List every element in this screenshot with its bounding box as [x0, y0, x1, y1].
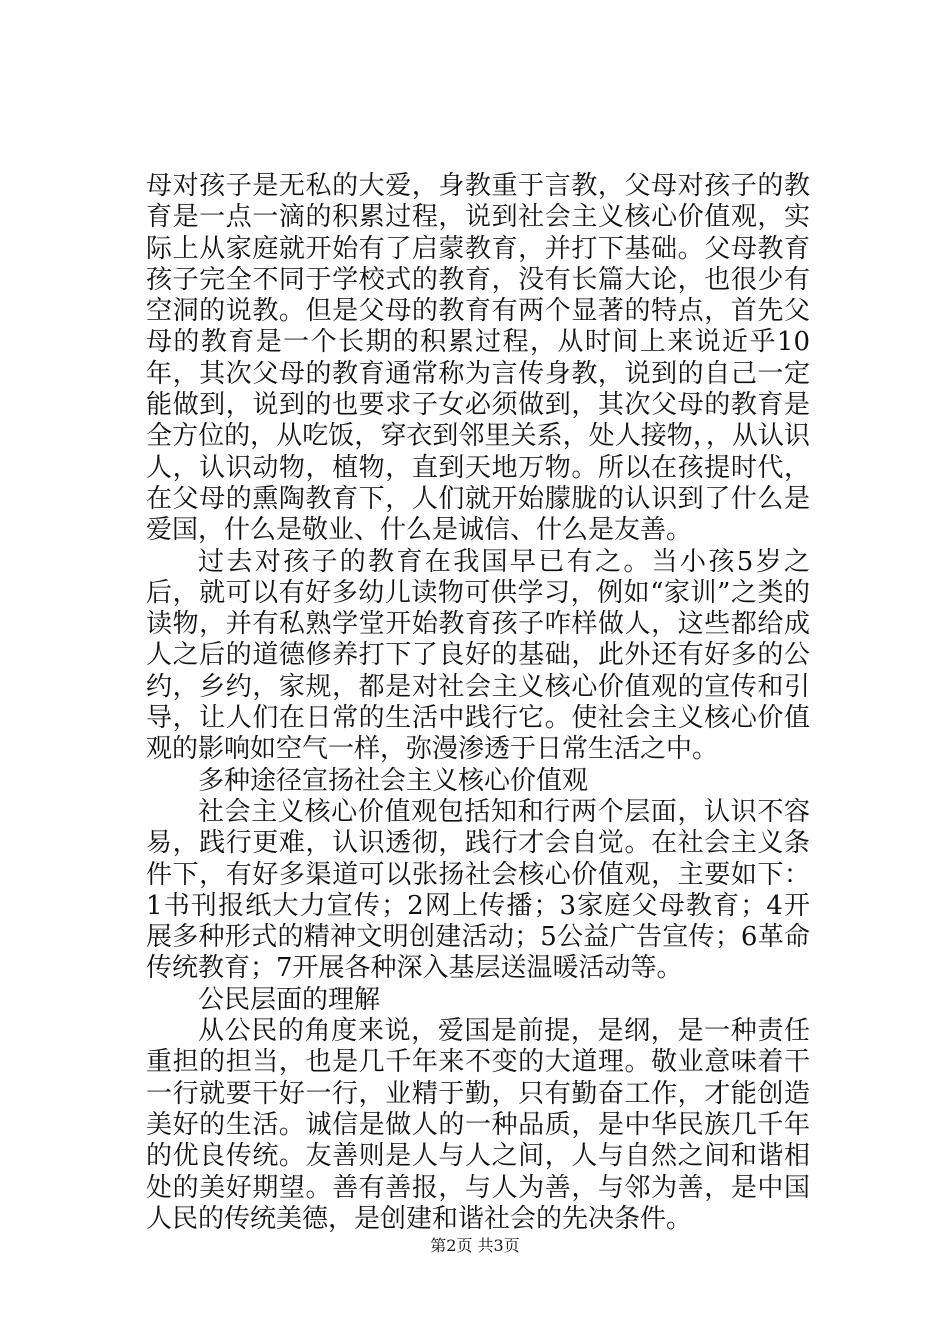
paragraph-3: 社会主义核心价值观包括知和行两个层面，认识不容易，践行更难，认识透彻，践行才会自觉。在社会主义条件下，有好多渠道可以张扬社会核心价值观，主要如下：1书刊报纸大力宣传；2网上传播；3家庭父母教育；4开展多种形式的精神文明创建活动；5公益广告宣传；6革命传统教育；7开展各种深入基层送温暖活动等。: [146, 796, 810, 984]
paragraph-2: 过去对孩子的教育在我国早已有之。当小孩5岁之后，就可以有好多幼儿读物可供学习，例如“家训”之类的读物，并有私熟学堂开始教育孩子咋样做人，这些都给成人之后的道德修养打下了良好的基础，此外还有好多的公约，乡约，家规，都是对社会主义核心价值观的宣传和引导，让人们在日常的生活中践行它。使社会主义核心价值观的影响如空气一样，弥漫渗透于日常生活之中。: [146, 546, 810, 765]
section-heading-channels: 多种途径宣扬社会主义核心价值观: [198, 765, 589, 796]
paragraph-1: 母对孩子是无私的大爱，身教重于言教，父母对孩子的教育是一点一滴的积累过程，说到社会主义核心价值观，实际上从家庭就开始有了启蒙教育，并打下基础。父母教育孩子完全不同于学校式的教育，没有长篇大论，也很少有空洞的说教。但是父母的教育有两个显著的特点，首先父母的教育是一个长期的积累过程，从时间上来说近乎10年，其次父母的教育通常称为言传身教，说到的自己一定能做到，说到的也要求子女必须做到，其次父母的教育是全方位的，从吃饭，穿衣到邻里关系，处人接物，，从认识人，认识动物，植物，直到天地万物。所以在孩提时代，在父母的熏陶教育下，人们就开始朦胧的认识到了什么是爱国，什么是敬业、什么是诚信、什么是友善。: [146, 171, 810, 546]
section-heading-citizen: 公民层面的理解: [198, 984, 381, 1015]
document-body: [146, 171, 810, 1235]
paragraph-4: 从公民的角度来说，爱国是前提，是纲，是一种责任重担的担当，也是几千年来不变的大道理。敬业意味着干一行就要干好一行，业精于勤，只有勤奋工作，才能创造美好的生活。诚信是做人的一种品质，是中华民族几千年的优良传统。友善则是人与人之间，人与自然之间和谐相处的美好期望。善有善报，与人为善，与邻为善，是中国人民的传统美德，是创建和谐社会的先决条件。: [146, 1016, 810, 1234]
page-number-footer: 第2页 共3页: [430, 1236, 520, 1255]
